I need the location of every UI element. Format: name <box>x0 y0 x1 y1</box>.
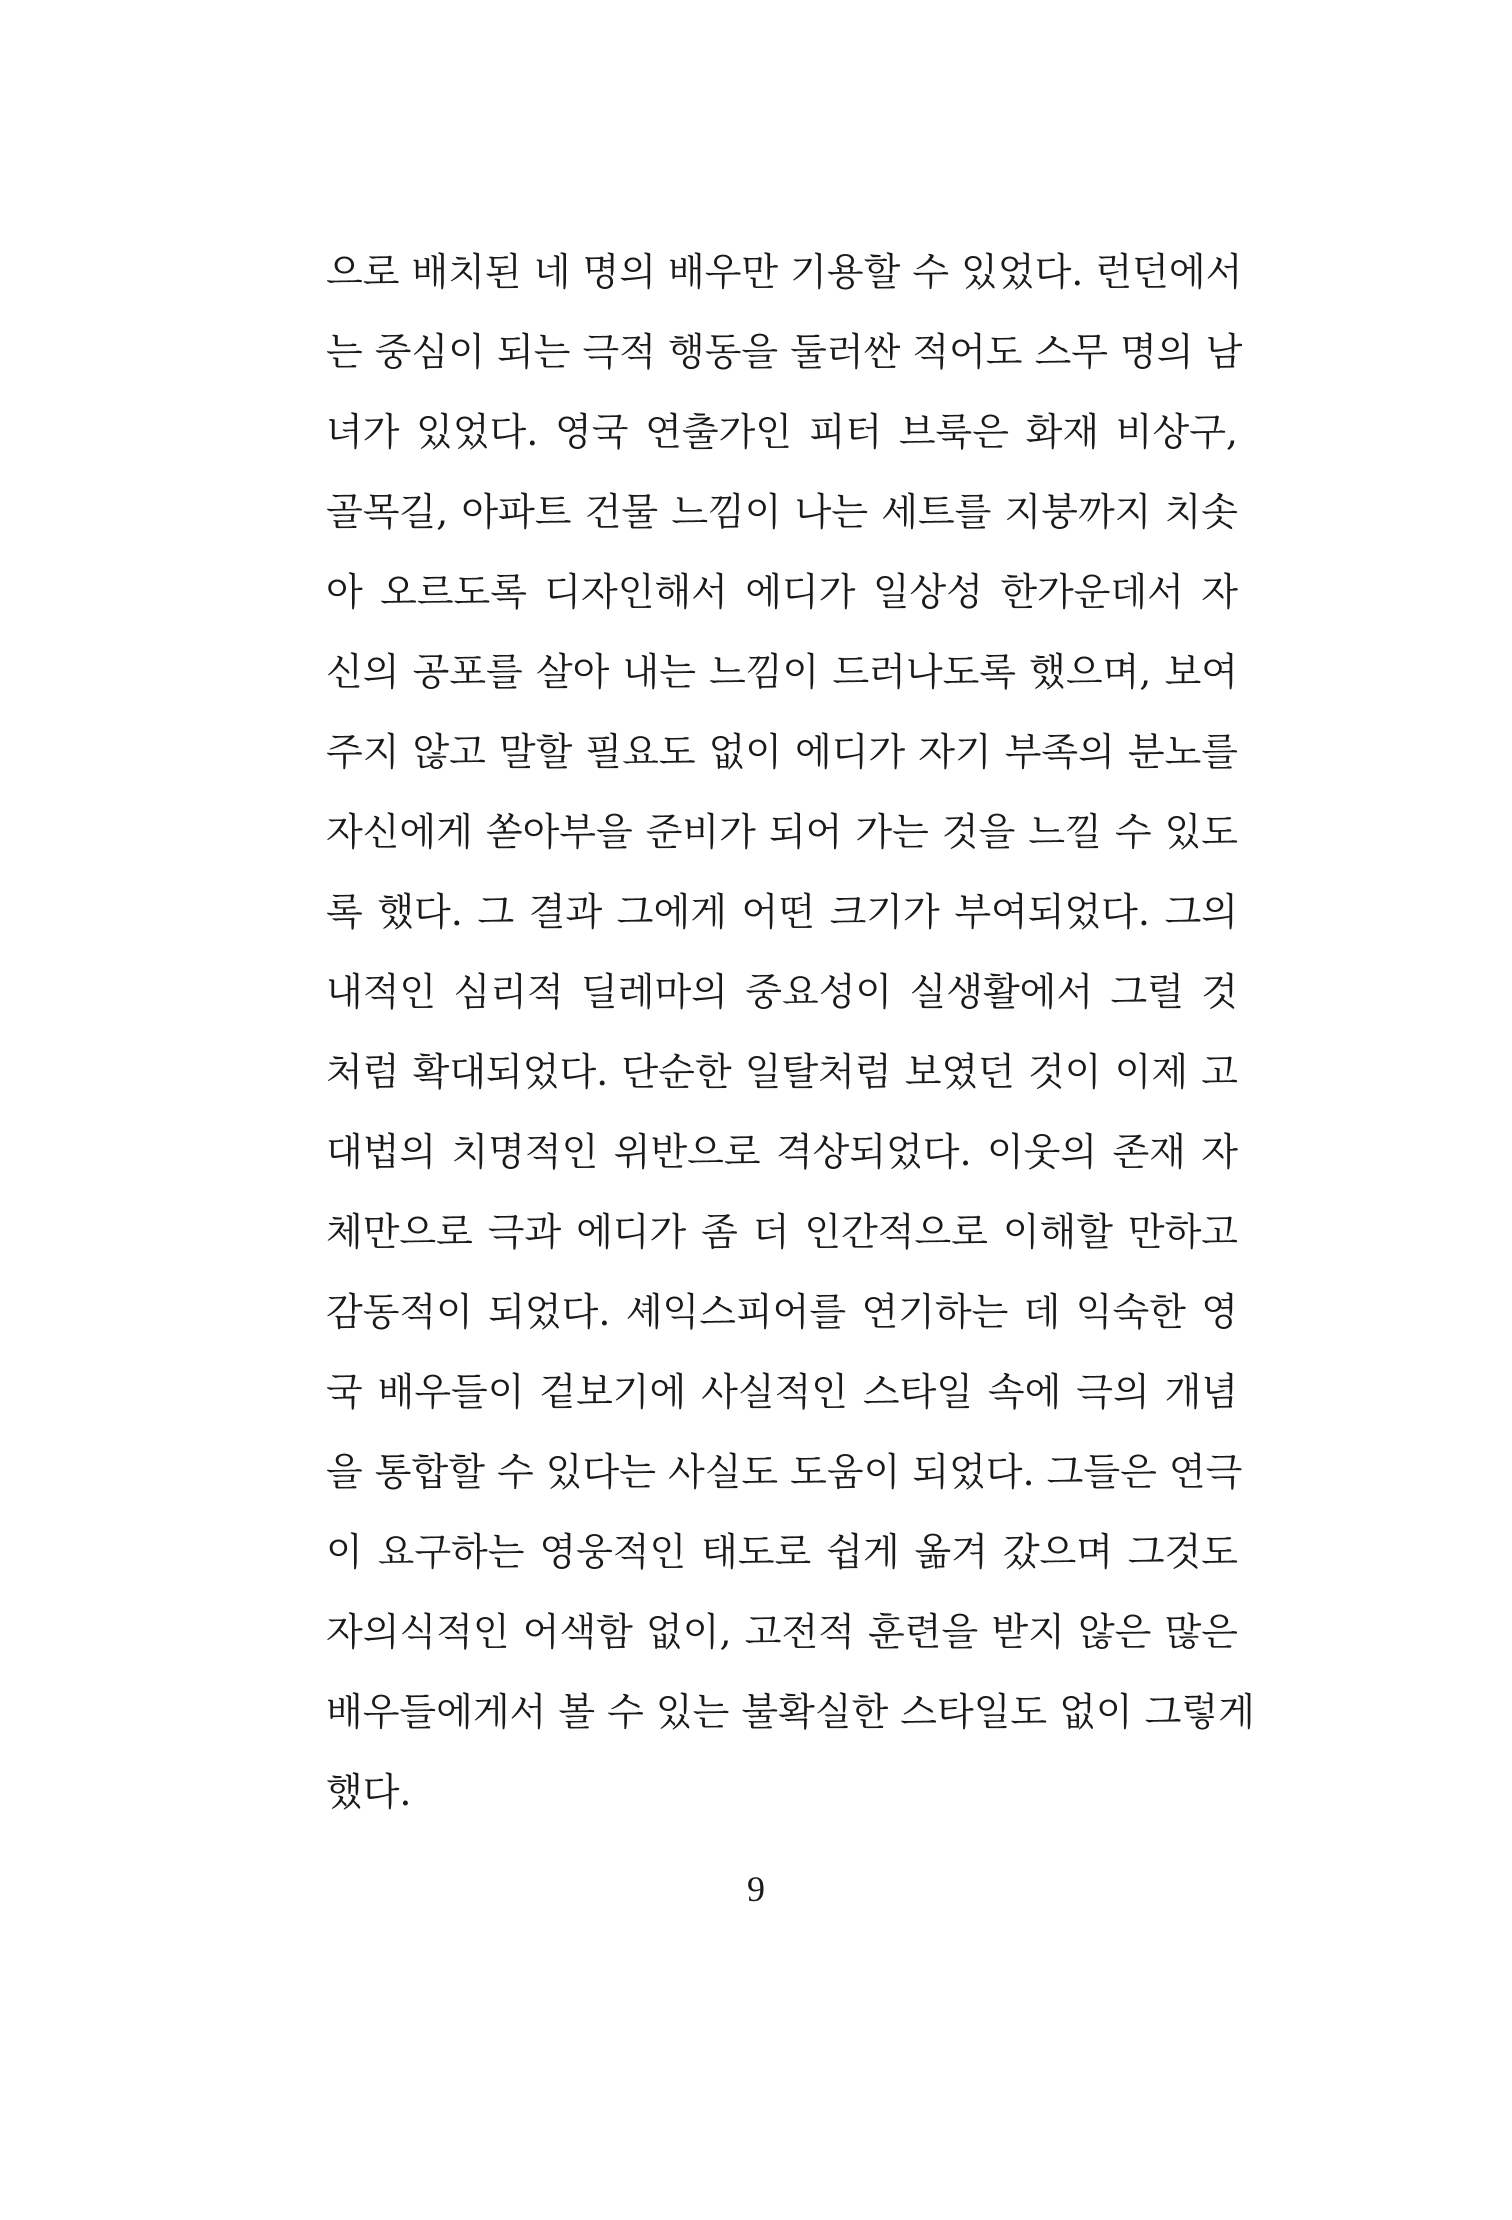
text-line: 내적인 심리적 딜레마의 중요성이 실생활에서 그럴 것 <box>326 970 1238 1014</box>
text-line: 배우들에게서 볼 수 있는 불확실한 스타일도 없이 그렇게 <box>326 1690 1255 1734</box>
text-line: 을 통합할 수 있다는 사실도 도움이 되었다. 그들은 연극 <box>326 1450 1243 1494</box>
text-line: 체만으로 극과 에디가 좀 더 인간적으로 이해할 만하고 <box>326 1210 1238 1254</box>
text-line: 대법의 치명적인 위반으로 격상되었다. 이웃의 존재 자 <box>326 1130 1238 1174</box>
text-line: 으로 배치된 네 명의 배우만 기용할 수 있었다. 런던에서 <box>326 250 1243 294</box>
text-line: 자신에게 쏟아부을 준비가 되어 가는 것을 느낄 수 있도 <box>326 810 1238 854</box>
body-text <box>326 232 1255 1832</box>
text-line: 처럼 확대되었다. 단순한 일탈처럼 보였던 것이 이제 고 <box>326 1050 1238 1094</box>
text-line: 자의식적인 어색함 없이, 고전적 훈련을 받지 않은 많은 <box>326 1610 1238 1654</box>
page-number: 9 <box>747 1869 765 1909</box>
text-line: 감동적이 되었다. 셰익스피어를 연기하는 데 익숙한 영 <box>326 1290 1238 1334</box>
text-line: 골목길, 아파트 건물 느낌이 나는 세트를 지붕까지 치솟 <box>326 490 1238 534</box>
text-line: 국 배우들이 겉보기에 사실적인 스타일 속에 극의 개념 <box>326 1370 1238 1414</box>
text-line: 녀가 있었다. 영국 연출가인 피터 브룩은 화재 비상구, <box>326 410 1238 454</box>
text-line: 이 요구하는 영웅적인 태도로 쉽게 옮겨 갔으며 그것도 <box>326 1530 1238 1574</box>
text-line: 아 오르도록 디자인해서 에디가 일상성 한가운데서 자 <box>326 570 1238 614</box>
text-line: 했다. <box>326 1770 412 1814</box>
text-line: 주지 않고 말할 필요도 없이 에디가 자기 부족의 분노를 <box>326 730 1238 774</box>
text-line: 신의 공포를 살아 내는 느낌이 드러나도록 했으며, 보여 <box>326 650 1238 694</box>
text-line: 는 중심이 되는 극적 행동을 둘러싼 적어도 스무 명의 남 <box>326 330 1243 374</box>
text-line: 록 했다. 그 결과 그에게 어떤 크기가 부여되었다. 그의 <box>326 890 1238 934</box>
